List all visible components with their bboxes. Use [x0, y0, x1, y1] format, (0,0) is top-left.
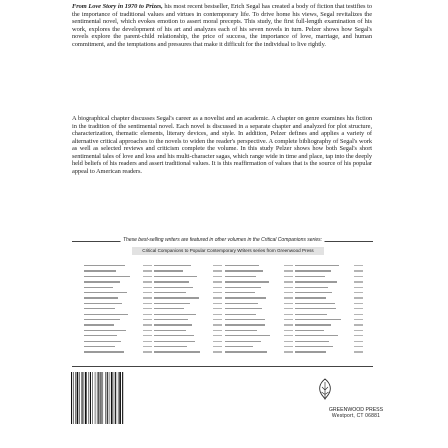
title-entry — [154, 292, 185, 293]
title-entry — [295, 335, 338, 336]
title-list-row — [295, 349, 363, 354]
title-list-row — [225, 349, 293, 354]
title-entry-extra — [143, 287, 152, 288]
barcode-bar — [98, 372, 99, 424]
title-entry-extra — [284, 346, 293, 347]
title-entry-extra — [143, 281, 152, 282]
title-entry-extra — [284, 308, 293, 309]
title-entry-extra — [284, 287, 293, 288]
title-entry-extra — [213, 303, 222, 304]
title-entry-extra — [213, 281, 222, 282]
barcode-bar — [73, 372, 74, 424]
title-entry-extra — [354, 314, 363, 315]
barcode-bar — [118, 372, 119, 424]
barcode-bar — [82, 372, 83, 424]
title-entry — [154, 281, 188, 282]
barcode-bar — [95, 372, 96, 424]
title-entry — [154, 276, 197, 277]
title-entry — [295, 265, 339, 266]
barcode-bar — [79, 372, 80, 424]
title-entry — [84, 287, 113, 288]
title-entry-extra — [213, 297, 222, 298]
barcode-bar — [107, 372, 108, 424]
title-entry — [84, 297, 118, 298]
title-entry-extra — [213, 319, 222, 320]
publisher-logo-icon — [316, 378, 334, 400]
title-entry — [154, 314, 196, 315]
title-entry-extra — [213, 265, 222, 266]
title-entry-extra — [143, 265, 152, 266]
title-entry-extra — [354, 281, 363, 282]
title-entry — [84, 346, 115, 347]
title-entry — [225, 351, 268, 352]
title-entry — [295, 276, 325, 277]
title-entry-extra — [143, 270, 152, 271]
title-entry — [225, 276, 256, 277]
title-entry — [295, 351, 326, 352]
barcode-bar — [89, 372, 90, 424]
title-entry-extra — [213, 341, 222, 342]
title-entry-extra — [143, 308, 152, 309]
barcode-bar — [105, 372, 106, 424]
title-entry — [154, 319, 187, 320]
intro-body: his most recent bestseller, Erich Segal has created a body of fiction that testifies to the importance of traditional values and virtues in contemporary life. To drive home his views, Segal revitalizes the sentimental novel, which evokes emotion to assert moral precepts. This study, the first full-length examination of his work, explores the development of his art and analyzes each of his seven novels in turn. Pelzer shows how Segal's novels explore the parent-child relationship, the price of success, the importance of love, marriage, and human commitment, and the temptations and pressures that make it difficult for the individual to live rightly. — [72, 3, 372, 48]
barcode-bar — [111, 372, 113, 424]
title-entry-extra — [143, 341, 152, 342]
title-entry — [225, 330, 257, 331]
title-entry — [295, 281, 337, 282]
title-entry-extra — [284, 270, 293, 271]
title-entry — [295, 319, 341, 320]
title-entry — [225, 297, 267, 298]
barcode-bar — [115, 372, 116, 424]
title-list-column — [225, 263, 293, 355]
title-list-column — [295, 263, 363, 355]
title-entry — [154, 265, 190, 266]
title-entry — [225, 319, 265, 320]
title-entry-extra — [354, 335, 363, 336]
title-entry — [154, 324, 191, 325]
title-entry-extra — [284, 303, 293, 304]
title-entry — [154, 351, 200, 352]
title-entry-extra — [143, 292, 152, 293]
barcode-bar — [84, 372, 85, 424]
title-entry — [225, 341, 261, 342]
title-entry-extra — [354, 276, 363, 277]
title-entry-extra — [284, 335, 293, 336]
series-title-columns — [84, 263, 363, 355]
title-entry-extra — [354, 308, 363, 309]
barcode-bar — [114, 372, 115, 424]
title-entry-extra — [354, 265, 363, 266]
title-entry-extra — [284, 281, 293, 282]
publisher-city: Westport, CT 06881 — [331, 413, 381, 419]
title-entry-extra — [354, 303, 363, 304]
intro-paragraph — [72, 3, 372, 48]
title-entry-extra — [143, 346, 152, 347]
title-entry — [154, 341, 195, 342]
title-entry — [225, 314, 256, 315]
title-entry — [295, 308, 336, 309]
title-entry-extra — [284, 319, 293, 320]
title-entry-extra — [284, 265, 293, 266]
title-list-row — [84, 349, 152, 354]
title-entry-extra — [354, 297, 363, 298]
title-entry — [295, 287, 328, 288]
title-entry-extra — [143, 324, 152, 325]
title-entry — [225, 308, 262, 309]
title-entry-extra — [354, 324, 363, 325]
series-caption: These best-selling writers are featured in other volumes in the Critical Companions series: — [120, 237, 325, 243]
title-entry-extra — [354, 287, 363, 288]
title-entry-extra — [284, 341, 293, 342]
title-entry — [84, 324, 114, 325]
title-entry-extra — [354, 319, 363, 320]
title-entry-extra — [354, 270, 363, 271]
series-title: Critical Companions to Popular Contemporary Writers series from Greenwood Press — [132, 247, 324, 255]
title-entry — [295, 341, 329, 342]
barcode-bar — [109, 372, 110, 424]
title-entry — [154, 287, 192, 288]
title-entry — [225, 303, 258, 304]
title-entry — [295, 330, 324, 331]
title-entry-extra — [213, 346, 222, 347]
title-entry-extra — [284, 276, 293, 277]
title-entry — [225, 270, 263, 271]
title-entry-extra — [213, 324, 222, 325]
title-entry — [154, 346, 186, 347]
title-entry — [295, 314, 327, 315]
title-entry — [295, 324, 331, 325]
title-entry — [84, 281, 120, 282]
title-entry — [154, 297, 198, 298]
publisher-block — [316, 378, 396, 419]
title-list-column — [84, 263, 152, 355]
barcode-bar — [100, 372, 101, 424]
title-entry-extra — [143, 319, 152, 320]
barcode-bar — [122, 372, 123, 424]
intro-lead: From Love Story in 1970 to Prizes, — [72, 3, 163, 10]
title-entry — [295, 292, 332, 293]
title-entry — [84, 270, 116, 271]
title-entry — [84, 303, 122, 304]
title-entry-extra — [213, 314, 222, 315]
title-entry-extra — [143, 303, 152, 304]
title-entry — [84, 314, 128, 315]
publisher-name: GREENWOOD PRESS — [328, 407, 384, 413]
title-entry-extra — [213, 308, 222, 309]
title-entry — [84, 335, 117, 336]
title-list-column — [154, 263, 222, 355]
series-box — [72, 235, 373, 367]
title-entry-extra — [143, 276, 152, 277]
title-entry-extra — [284, 314, 293, 315]
title-entry — [84, 351, 124, 352]
title-entry — [84, 341, 121, 342]
title-entry — [225, 335, 271, 336]
title-entry-extra — [143, 314, 152, 315]
title-entry-extra — [354, 346, 363, 347]
title-entry — [295, 297, 326, 298]
title-entry-extra — [213, 351, 222, 352]
title-entry — [295, 270, 331, 271]
title-entry-extra — [284, 330, 293, 331]
title-entry-extra — [284, 292, 293, 293]
title-entry-extra — [143, 297, 152, 298]
barcode-bar — [77, 372, 79, 424]
barcode-bar — [92, 372, 93, 424]
title-entry — [154, 303, 190, 304]
barcode-bar — [97, 372, 98, 424]
title-entry-extra — [354, 341, 363, 342]
title-entry — [84, 319, 120, 320]
barcode-bar — [119, 372, 121, 424]
title-entry-extra — [143, 335, 152, 336]
title-entry — [84, 265, 125, 266]
barcode-bar — [90, 372, 91, 424]
title-entry — [295, 303, 335, 304]
title-entry — [84, 292, 127, 293]
title-entry — [225, 346, 254, 347]
title-entry — [225, 281, 269, 282]
title-entry — [295, 346, 333, 347]
title-entry-extra — [213, 270, 222, 271]
title-entry — [225, 324, 266, 325]
barcode-bar — [85, 372, 87, 424]
title-entry — [154, 270, 183, 271]
title-entry — [84, 330, 126, 331]
title-entry-extra — [213, 292, 222, 293]
title-entry-extra — [213, 287, 222, 288]
title-entry — [84, 276, 130, 277]
title-entry-extra — [143, 330, 152, 331]
title-entry-extra — [354, 292, 363, 293]
title-list-row — [154, 349, 222, 354]
isbn-barcode — [70, 370, 140, 428]
title-entry — [225, 292, 255, 293]
barcode-bar — [71, 372, 72, 424]
barcode-bar — [103, 372, 104, 424]
title-entry — [225, 287, 261, 288]
title-entry-extra — [213, 335, 222, 336]
title-entry-extra — [354, 330, 363, 331]
title-entry — [84, 308, 115, 309]
title-entry-extra — [284, 297, 293, 298]
title-entry — [154, 330, 185, 331]
title-entry-extra — [213, 276, 222, 277]
barcode-bar — [75, 372, 76, 424]
title-entry-extra — [284, 324, 293, 325]
title-entry — [154, 335, 194, 336]
box-bottom-rule — [72, 366, 373, 367]
title-entry-extra — [143, 351, 152, 352]
title-entry — [154, 308, 184, 309]
title-entry-extra — [213, 330, 222, 331]
description-paragraph: A biographical chapter discusses Segal's career as a novelist and an academic. A chapter on genre examines his fiction in the tradition of the sentimental novel. Each novel is discussed in a separate chapter and analyzed for plot structure, characterization, thematic elements, literary devices, and style. In addition, Pelzer defines and applies a variety of alternative critical approaches to the novels to widen the reader's perspective. A complete bibliography of Segal's work as well as selected reviews and criticism complete the volume. In this study Pelzer shows how both Segal's short sentimental tales of love and loss and his multi-character sagas, which range wide in time and place, tap into the deeply held beliefs of his readers and assert traditional values. It is this reaffirmation of values that is the source of his popular appeal to American readers. — [72, 115, 372, 175]
title-entry — [225, 265, 259, 266]
title-entry-extra — [284, 351, 293, 352]
title-entry-extra — [354, 351, 363, 352]
